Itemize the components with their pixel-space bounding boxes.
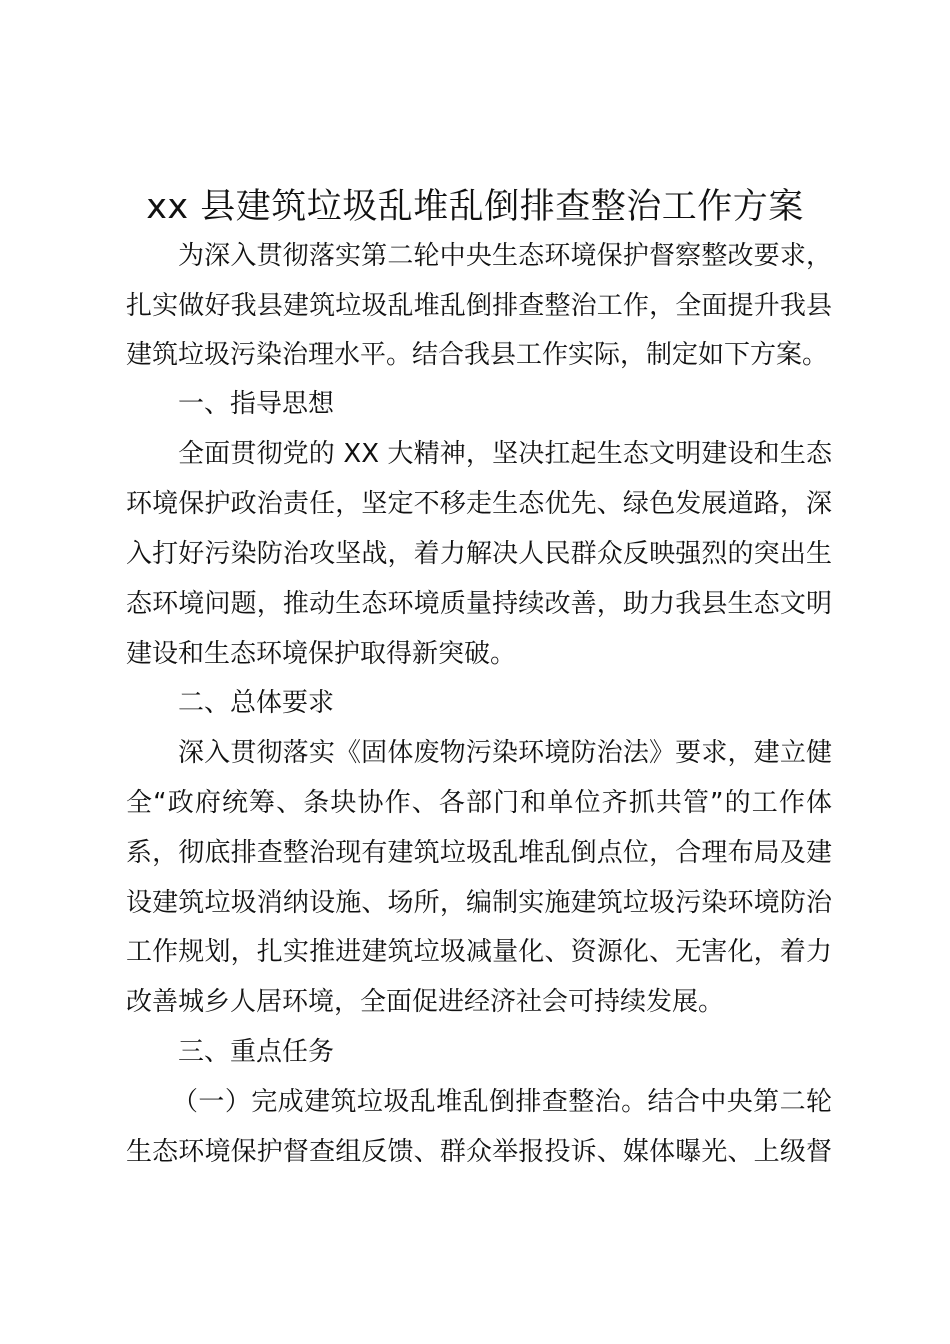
intro-line-2: 扎实做好我县建筑垃圾乱堆乱倒排查整治工作，全面提升我县 (126, 291, 832, 321)
section-3-line-1: （一）完成建筑垃圾乱堆乱倒排查整治。结合中央第二轮 (172, 1087, 832, 1117)
section-3-line-2: 生态环境保护督查组反馈、群众举报投诉、媒体曝光、上级督 (126, 1137, 832, 1167)
section-2-line-3: 系，彻底排查整治现有建筑垃圾乱堆乱倒点位，合理布局及建 (126, 838, 832, 868)
section-2-line-1: 深入贯彻落实《固体废物污染环境防治法》要求，建立健 (178, 738, 832, 768)
section-2-heading: 二、总体要求 (178, 688, 335, 718)
section-2-line-6: 改善城乡人居环境，全面促进经济社会可持续发展。 (126, 987, 725, 1017)
intro-line-1: 为深入贯彻落实第二轮中央生态环境保护督察整改要求， (178, 241, 832, 271)
section-1-line-1: 全面贯彻党的 XX 大精神，坚决扛起生态文明建设和生态 (178, 439, 832, 469)
section-2-line-2: 全“政府统筹、条块协作、各部门和单位齐抓共管”的工作体 (126, 788, 832, 818)
intro-line-3: 建筑垃圾污染治理水平。结合我县工作实际，制定如下方案。 (126, 340, 829, 370)
section-1-line-4: 态环境问题，推动生态环境质量持续改善，助力我县生态文明 (126, 589, 832, 619)
document-title: xx 县建筑垃圾乱堆乱倒排查整治工作方案 (146, 187, 804, 227)
section-3-heading: 三、重点任务 (178, 1037, 335, 1067)
section-2-line-4: 设建筑垃圾消纳设施、场所，编制实施建筑垃圾污染环境防治 (126, 888, 832, 918)
section-1-line-2: 环境保护政治责任，坚定不移走生态优先、绿色发展道路，深 (126, 489, 832, 519)
section-1-heading: 一、指导思想 (178, 389, 335, 419)
section-1-line-5: 建设和生态环境保护取得新突破。 (126, 639, 517, 669)
section-1-line-3: 入打好污染防治攻坚战，着力解决人民群众反映强烈的突出生 (126, 539, 832, 569)
section-2-line-5: 工作规划，扎实推进建筑垃圾减量化、资源化、无害化，着力 (126, 937, 832, 967)
